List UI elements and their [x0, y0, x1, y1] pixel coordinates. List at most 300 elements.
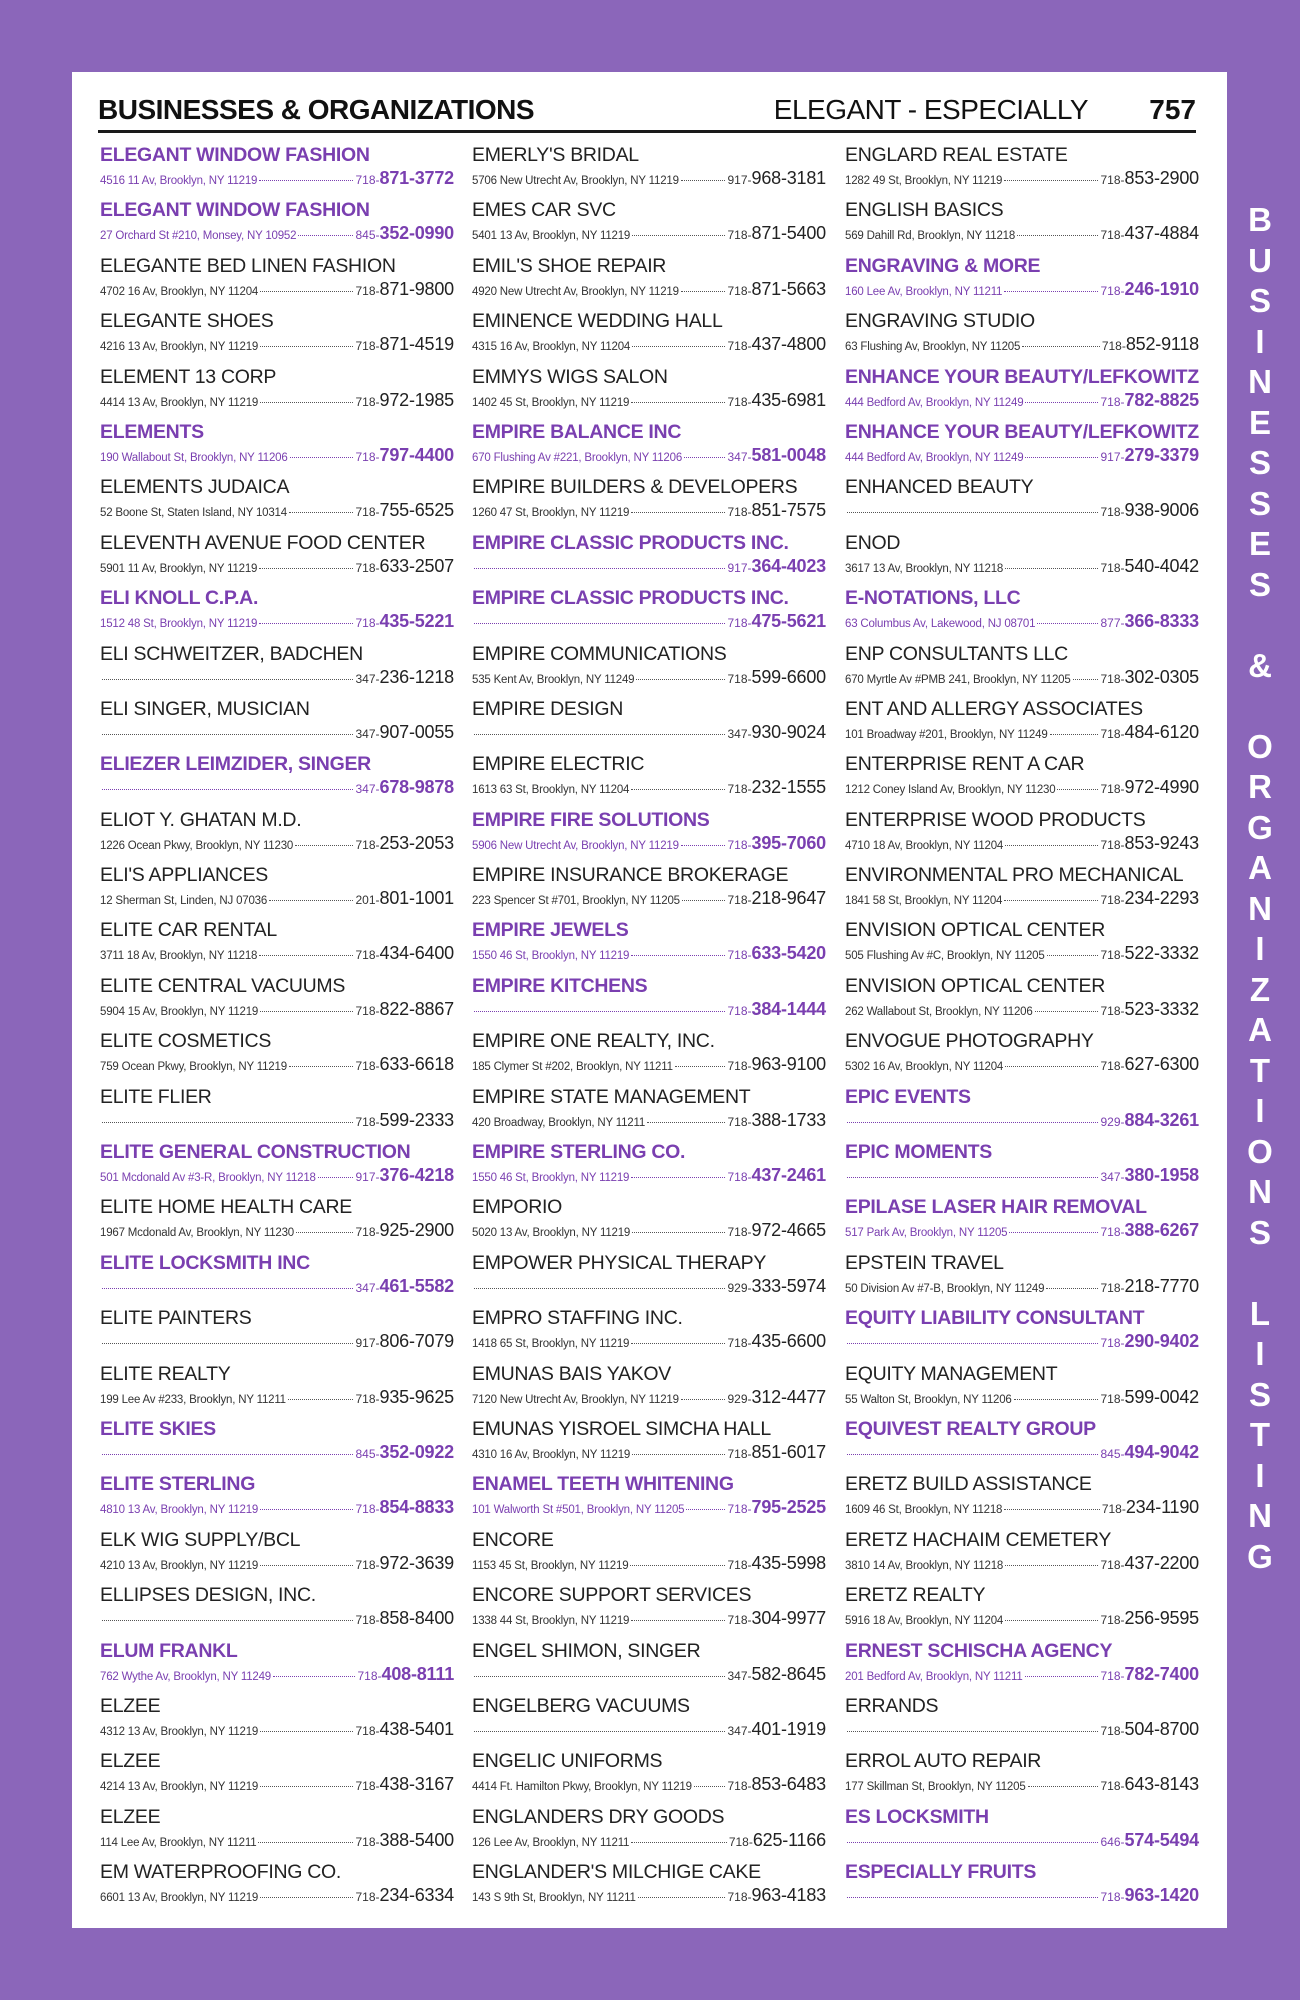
phone-number: 851-6017	[751, 1441, 826, 1462]
listing-detail-line	[472, 1276, 826, 1297]
business-name: ENAMEL TEETH WHITENING	[472, 1473, 734, 1496]
area-code: 718-	[727, 339, 752, 354]
area-code: 347-	[727, 1668, 752, 1683]
dot-leader	[681, 291, 726, 292]
listing-detail-line	[100, 1719, 454, 1740]
section-title: BUSINESSES & ORGANIZATIONS	[98, 94, 535, 125]
business-name: EPIC EVENTS	[845, 1085, 971, 1108]
business-address: 5901 11 Av, Brooklyn, NY 11219	[100, 562, 258, 575]
business-name: ENGLANDER'S MILCHIGE CAKE	[472, 1861, 761, 1884]
business-name: ENHANCE YOUR BEAUTY/LEFKOWITZ	[845, 420, 1199, 443]
area-code: 845-	[355, 228, 380, 243]
phone-number: 395-7060	[751, 832, 826, 853]
listing-entry	[100, 1196, 454, 1251]
dot-leader	[1004, 1509, 1100, 1510]
dot-leader	[636, 679, 725, 680]
listing-detail-line	[100, 611, 454, 632]
dot-leader	[1004, 180, 1098, 181]
dot-leader	[631, 1620, 725, 1621]
listing-entry	[472, 421, 826, 476]
business-name: EMPIRE ONE REALTY, INC.	[472, 1030, 715, 1053]
phone-number: 871-5663	[751, 278, 826, 299]
phone-number: 963-4183	[751, 1885, 826, 1906]
business-name: ELZEE	[100, 1750, 161, 1773]
listing-detail-line	[845, 667, 1199, 688]
phone-number: 925-2900	[379, 1220, 454, 1241]
business-address: 4710 18 Av, Brooklyn, NY 11204	[845, 839, 1004, 852]
business-address: 52 Boone St, Staten Island, NY 10314	[100, 507, 287, 520]
listing-entry	[100, 1695, 454, 1750]
phone-number: 853-6483	[751, 1774, 826, 1795]
business-name: ELITE LOCKSMITH INC	[100, 1251, 310, 1274]
listing-detail-line	[472, 279, 826, 300]
listing-detail-line	[100, 168, 454, 189]
business-name: EMPIRE BALANCE INC	[472, 420, 682, 443]
listing-column-1	[100, 144, 454, 1917]
area-code: 917-	[727, 560, 752, 575]
business-address: 262 Wallabout St, Brooklyn, NY 11206	[845, 1005, 1033, 1018]
area-code: 917-	[1100, 449, 1125, 464]
listing-detail-line	[845, 556, 1199, 577]
business-address: 27 Orchard St #210, Monsey, NY 10952	[100, 230, 297, 243]
business-name: ERNEST SCHISCHA AGENCY	[845, 1639, 1113, 1662]
dot-leader	[632, 1454, 725, 1455]
listing-entry	[100, 310, 454, 365]
dot-leader	[632, 235, 725, 236]
listing-entry	[100, 864, 454, 919]
business-address: 5302 16 Av, Brooklyn, NY 11204	[845, 1061, 1004, 1074]
phone-number: 599-0042	[1124, 1386, 1199, 1407]
phone-number: 253-2053	[379, 832, 454, 853]
area-code: 718-	[355, 560, 380, 575]
side-tab-letter: S	[1248, 444, 1271, 481]
business-address: 1967 Mcdonald Av, Brooklyn, NY 11230	[100, 1227, 294, 1240]
business-name: ERETZ REALTY	[845, 1584, 986, 1607]
listing-entry	[845, 1086, 1199, 1141]
business-address: 5401 13 Av, Brooklyn, NY 11219	[472, 230, 631, 243]
dot-leader	[847, 1731, 1098, 1732]
business-name: EMPOWER PHYSICAL THERAPY	[472, 1251, 767, 1274]
side-tab-gap	[1236, 605, 1284, 646]
listing-detail-line	[100, 1331, 454, 1352]
phone-number: 437-2200	[1124, 1552, 1199, 1573]
area-code: 718-	[1100, 560, 1125, 575]
listing-entry	[845, 144, 1199, 199]
listing-entry	[100, 366, 454, 421]
dot-leader	[1017, 235, 1098, 236]
listing-entry	[845, 587, 1199, 642]
listing-detail-line	[845, 1497, 1199, 1518]
business-address: 5706 New Utrecht Av, Brooklyn, NY 11219	[472, 175, 679, 187]
area-code: 347-	[355, 1280, 380, 1295]
listing-entry	[472, 809, 826, 864]
phone-number: 290-9402	[1124, 1331, 1199, 1352]
side-tab-letter: S	[1248, 282, 1271, 319]
business-address: 4702 16 Av, Brooklyn, NY 11204	[100, 285, 259, 298]
dot-leader	[296, 1232, 354, 1233]
phone-number: 218-9647	[751, 888, 826, 909]
phone-number: 795-2525	[751, 1497, 826, 1518]
business-address: 3810 14 Av, Brooklyn, NY 11218	[845, 1559, 1004, 1572]
phone-number: 853-2900	[1124, 168, 1199, 188]
area-code: 718-	[355, 449, 380, 464]
area-code: 718-	[355, 1003, 380, 1018]
listing-detail-line	[100, 1387, 454, 1408]
phone-number: 435-6600	[751, 1331, 826, 1352]
business-address: 1550 46 St, Brooklyn, NY 11219	[472, 950, 630, 963]
business-name: ENHANCE YOUR BEAUTY/LEFKOWITZ	[845, 365, 1199, 388]
business-address: 5904 15 Av, Brooklyn, NY 11219	[100, 1005, 259, 1018]
listing-entry	[845, 1861, 1199, 1916]
business-name: EMES CAR SVC	[472, 199, 616, 222]
business-address: 1609 46 St, Brooklyn, NY 11218	[845, 1504, 1003, 1517]
listing-entry	[472, 753, 826, 808]
listing-detail-line	[100, 999, 454, 1020]
area-code: 718-	[727, 1446, 752, 1461]
business-name: EMINENCE WEDDING HALL	[472, 310, 723, 333]
dot-leader	[847, 1842, 1098, 1843]
area-code: 917-	[355, 1336, 380, 1351]
listing-entry	[845, 310, 1199, 365]
phone-number: 938-9006	[1124, 500, 1199, 521]
listing-entry	[845, 864, 1199, 919]
phone-number: 633-6618	[379, 1054, 454, 1075]
listing-entry	[845, 1252, 1199, 1307]
phone-number: 582-8645	[751, 1663, 826, 1684]
business-name: ELITE REALTY	[100, 1362, 231, 1385]
listing-entry	[472, 975, 826, 1030]
listing-detail-line	[845, 1553, 1199, 1574]
listing-detail-line	[845, 1165, 1199, 1186]
business-address: 63 Flushing Av, Brooklyn, NY 11205	[845, 341, 1021, 354]
listing-entry	[472, 1473, 826, 1528]
business-address: 63 Columbus Av, Lakewood, NJ 08701	[845, 618, 1036, 631]
listing-entry	[100, 1473, 454, 1528]
dot-leader	[1037, 623, 1098, 624]
listing-entry	[472, 1141, 826, 1196]
listing-detail-line	[845, 1387, 1199, 1408]
listing-detail-line	[100, 1830, 454, 1851]
listing-entry	[100, 144, 454, 199]
area-code: 718-	[355, 1502, 380, 1517]
side-tab-letter: L	[1249, 1294, 1271, 1332]
business-address: 4810 13 Av, Brooklyn, NY 11219	[100, 1504, 259, 1517]
phone-number: 963-9100	[751, 1054, 826, 1075]
area-code: 718-	[727, 1557, 752, 1572]
listing-entry	[472, 366, 826, 421]
area-code: 347-	[355, 671, 380, 686]
phone-number: 581-0048	[751, 444, 826, 465]
business-name: ENCORE	[472, 1528, 554, 1551]
listing-detail-line	[100, 1553, 454, 1574]
side-tab-letter: G	[1247, 808, 1273, 846]
business-name: ELITE SKIES	[100, 1417, 216, 1440]
business-name: ENVIRONMENTAL PRO MECHANICAL	[845, 864, 1184, 887]
side-tab-word	[1236, 1294, 1284, 1578]
area-code: 718-	[727, 948, 752, 963]
phone-number: 935-9625	[379, 1386, 454, 1407]
area-code: 718-	[1100, 1723, 1125, 1738]
listing-detail-line	[100, 390, 454, 411]
dot-leader	[631, 1343, 725, 1344]
dot-leader	[102, 1288, 353, 1289]
listing-entry	[845, 1030, 1199, 1085]
listing-detail-line	[100, 1774, 454, 1795]
business-name: EMPORIO	[472, 1196, 562, 1219]
business-name: ELK WIG SUPPLY/BCL	[100, 1528, 301, 1551]
listing-detail-line	[100, 334, 454, 355]
area-code: 718-	[1100, 1059, 1125, 1074]
business-address: 143 S 9th St, Brooklyn, NY 11211	[472, 1892, 636, 1905]
listing-detail-line	[100, 1165, 454, 1186]
area-code: 718-	[1100, 1779, 1125, 1794]
area-code: 718-	[727, 782, 752, 797]
listing-detail-line	[100, 1664, 454, 1685]
business-name: ELEGANTE SHOES	[100, 310, 274, 333]
listing-detail-line	[100, 223, 454, 244]
phone-number: 352-0990	[379, 223, 454, 244]
listing-entry	[472, 1363, 826, 1418]
area-code: 718-	[728, 1834, 753, 1849]
business-name: ENVISION OPTICAL CENTER	[845, 919, 1106, 942]
area-code: 718-	[727, 1059, 752, 1074]
dot-leader	[474, 1011, 725, 1012]
dot-leader	[1047, 955, 1099, 956]
side-tab-letter: G	[1247, 1537, 1273, 1575]
listing-detail-line	[100, 777, 454, 798]
area-code: 718-	[1101, 339, 1126, 354]
listing-entry	[472, 255, 826, 310]
business-name: EMPIRE DESIGN	[472, 697, 624, 720]
listing-detail-line	[100, 445, 454, 466]
business-address: 1550 46 St, Brooklyn, NY 11219	[472, 1172, 630, 1185]
phone-number: 302-0305	[1124, 666, 1199, 687]
phone-number: 599-6600	[751, 666, 826, 687]
side-tab-letter: E	[1248, 403, 1271, 441]
business-name: EQUITY LIABILITY CONSULTANT	[845, 1307, 1145, 1330]
dot-leader	[102, 734, 353, 735]
business-address: 4414 13 Av, Brooklyn, NY 11219	[100, 396, 259, 409]
dot-leader	[1025, 1676, 1099, 1677]
business-name: ENTERPRISE WOOD PRODUCTS	[845, 808, 1146, 831]
business-address: 4310 16 Av, Brooklyn, NY 11219	[472, 1448, 631, 1461]
listing-detail-line	[100, 1442, 454, 1463]
phone-number: 304-9977	[751, 1608, 826, 1629]
area-code: 718-	[727, 1170, 752, 1185]
phone-number: 822-8867	[379, 998, 454, 1019]
listing-entry	[845, 1418, 1199, 1473]
business-address: 5906 New Utrecht Av, Brooklyn, NY 11219	[472, 839, 679, 852]
area-code: 718-	[355, 1723, 380, 1738]
dot-leader	[1005, 1066, 1098, 1067]
side-tab-listing	[1236, 200, 1284, 1577]
phone-number: 851-7575	[751, 500, 826, 521]
listing-entry	[100, 1307, 454, 1362]
listing-entry	[845, 919, 1199, 974]
listing-entry	[100, 975, 454, 1030]
area-code: 718-	[355, 1391, 380, 1406]
listing-detail-line	[472, 223, 826, 244]
listing-entry	[100, 1640, 454, 1695]
dot-leader	[1004, 291, 1098, 292]
listing-detail-line	[100, 1608, 454, 1629]
business-name: ENGLISH BASICS	[845, 199, 1004, 222]
area-code: 718-	[727, 837, 752, 852]
business-address: 4210 13 Av, Brooklyn, NY 11219	[100, 1559, 259, 1572]
area-code: 718-	[1100, 726, 1125, 741]
area-code: 718-	[355, 1890, 380, 1905]
listing-detail-line	[845, 390, 1199, 411]
side-tab-letter: A	[1248, 849, 1272, 886]
listing-detail-line	[472, 1608, 826, 1629]
business-name: E-NOTATIONS, LLC	[845, 587, 1021, 610]
business-address: 4315 16 Av, Brooklyn, NY 11204	[472, 341, 631, 354]
listing-entry	[472, 919, 826, 974]
listing-detail-line	[100, 1885, 454, 1906]
area-code: 718-	[355, 837, 380, 852]
area-code: 718-	[355, 339, 380, 354]
side-tab-letter: T	[1249, 1051, 1271, 1089]
side-tab-letter: U	[1248, 241, 1272, 279]
business-name: ELEGANT WINDOW FASHION	[100, 144, 370, 166]
listing-detail-line	[472, 1774, 826, 1795]
listing-detail-line	[845, 1885, 1199, 1906]
business-name: ELITE GENERAL CONSTRUCTION	[100, 1141, 411, 1164]
listing-detail-line	[100, 888, 454, 909]
business-name: ERETZ HACHAIM CEMETERY	[845, 1528, 1112, 1551]
business-name: ENCORE SUPPORT SERVICES	[472, 1584, 752, 1607]
listing-detail-line	[845, 833, 1199, 854]
phone-number: 574-5494	[1124, 1829, 1199, 1850]
area-code: 718-	[1100, 1280, 1125, 1295]
dot-leader	[102, 789, 353, 790]
listing-entry	[845, 643, 1199, 698]
listing-detail-line	[845, 1664, 1199, 1685]
dot-leader	[631, 955, 725, 956]
listing-entry	[845, 255, 1199, 310]
phone-number: 797-4400	[379, 444, 454, 465]
phone-number: 625-1166	[752, 1829, 826, 1850]
side-tab-letter: I	[1255, 1456, 1265, 1494]
side-tab-letter: R	[1248, 768, 1272, 805]
dot-leader	[1046, 1288, 1098, 1289]
dot-leader	[474, 1288, 725, 1289]
business-name: EPIC MOMENTS	[845, 1141, 992, 1164]
side-tab-gap	[1236, 1253, 1284, 1294]
phone-number: 384-1444	[751, 998, 826, 1019]
listing-detail-line	[845, 1719, 1199, 1740]
dot-leader	[259, 623, 353, 624]
listing-entry	[845, 809, 1199, 864]
listing-entry	[845, 975, 1199, 1030]
area-code: 718-	[1100, 1003, 1125, 1018]
area-code: 718-	[1100, 671, 1125, 686]
listing-detail-line	[472, 1331, 826, 1352]
phone-number: 438-5401	[379, 1718, 454, 1739]
side-tab-letter: O	[1247, 727, 1273, 765]
business-name: EMPIRE CLASSIC PRODUCTS INC.	[472, 531, 789, 554]
phone-number: 871-9800	[379, 278, 454, 299]
business-address: 420 Broadway, Brooklyn, NY 11211	[472, 1116, 646, 1129]
listing-entry	[472, 532, 826, 587]
listing-detail-line	[100, 1110, 454, 1131]
dot-leader	[631, 1177, 725, 1178]
side-tab-gap	[1236, 686, 1284, 727]
listing-entry	[472, 199, 826, 254]
phone-number: 435-6981	[751, 389, 826, 410]
listing-entry	[845, 753, 1199, 808]
phone-number: 461-5582	[379, 1275, 454, 1296]
dot-leader	[647, 1122, 725, 1123]
phone-number: 234-2293	[1124, 888, 1199, 909]
area-code: 718-	[1100, 948, 1125, 963]
dot-leader	[289, 512, 354, 513]
dot-leader	[1073, 679, 1099, 680]
listing-detail-line	[845, 722, 1199, 743]
phone-number: 388-1733	[751, 1109, 826, 1130]
dot-leader	[288, 1399, 354, 1400]
business-name: ENHANCED BEAUTY	[845, 476, 1034, 499]
dot-leader	[474, 1731, 725, 1732]
area-code: 718-	[355, 1114, 380, 1129]
business-name: ELEGANTE BED LINEN FASHION	[100, 254, 396, 277]
listing-entry	[472, 1584, 826, 1639]
business-name: EMPIRE KITCHENS	[472, 974, 648, 997]
dot-leader	[102, 1343, 353, 1344]
side-tab-letter: N	[1248, 1173, 1272, 1210]
business-address: 670 Flushing Av #221, Brooklyn, NY 11206	[472, 451, 683, 464]
business-name: ELITE PAINTERS	[100, 1307, 252, 1330]
phone-number: 633-2507	[379, 555, 454, 576]
dot-leader	[259, 180, 353, 181]
dot-leader	[694, 1786, 726, 1787]
listing-entry	[472, 310, 826, 365]
dot-leader	[102, 1122, 353, 1123]
business-address: 444 Bedford Av, Brooklyn, NY 11249	[845, 396, 1024, 409]
listing-entry	[472, 1861, 826, 1916]
business-name: EMUNAS BAIS YAKOV	[472, 1362, 671, 1385]
listing-detail-line	[472, 1830, 826, 1851]
listing-entry	[472, 1529, 826, 1584]
phone-number: 256-9595	[1124, 1608, 1199, 1629]
listing-detail-line	[472, 1165, 826, 1186]
business-address: 55 Walton St, Brooklyn, NY 11206	[845, 1393, 1012, 1406]
business-name: ENGELIC UNIFORMS	[472, 1750, 663, 1773]
listing-detail-line	[100, 1054, 454, 1075]
listing-detail-line	[472, 1664, 826, 1685]
area-code: 718-	[355, 1059, 380, 1074]
business-name: ELI SINGER, MUSICIAN	[100, 697, 310, 720]
business-name: ENGLARD REAL ESTATE	[845, 144, 1068, 166]
dot-leader	[298, 235, 353, 236]
phone-number: 376-4218	[379, 1165, 454, 1186]
area-code: 718-	[1100, 837, 1125, 852]
dot-leader	[681, 180, 726, 181]
business-name: EMERLY'S BRIDAL	[472, 144, 639, 166]
listing-entry	[472, 643, 826, 698]
dot-leader	[318, 1177, 354, 1178]
area-code: 718-	[1100, 1668, 1125, 1683]
business-name: EMPIRE CLASSIC PRODUCTS INC.	[472, 587, 789, 610]
business-address: 1260 47 St, Brooklyn, NY 11219	[472, 507, 630, 520]
listing-entry	[100, 1141, 454, 1196]
phone-number: 523-3332	[1124, 998, 1199, 1019]
business-name: ELITE COSMETICS	[100, 1030, 272, 1053]
side-tab-letter: S	[1248, 1213, 1271, 1251]
business-address: 185 Clymer St #202, Brooklyn, NY 11211	[472, 1061, 673, 1074]
side-tab-letter: N	[1248, 889, 1272, 927]
listing-entry	[845, 1141, 1199, 1196]
